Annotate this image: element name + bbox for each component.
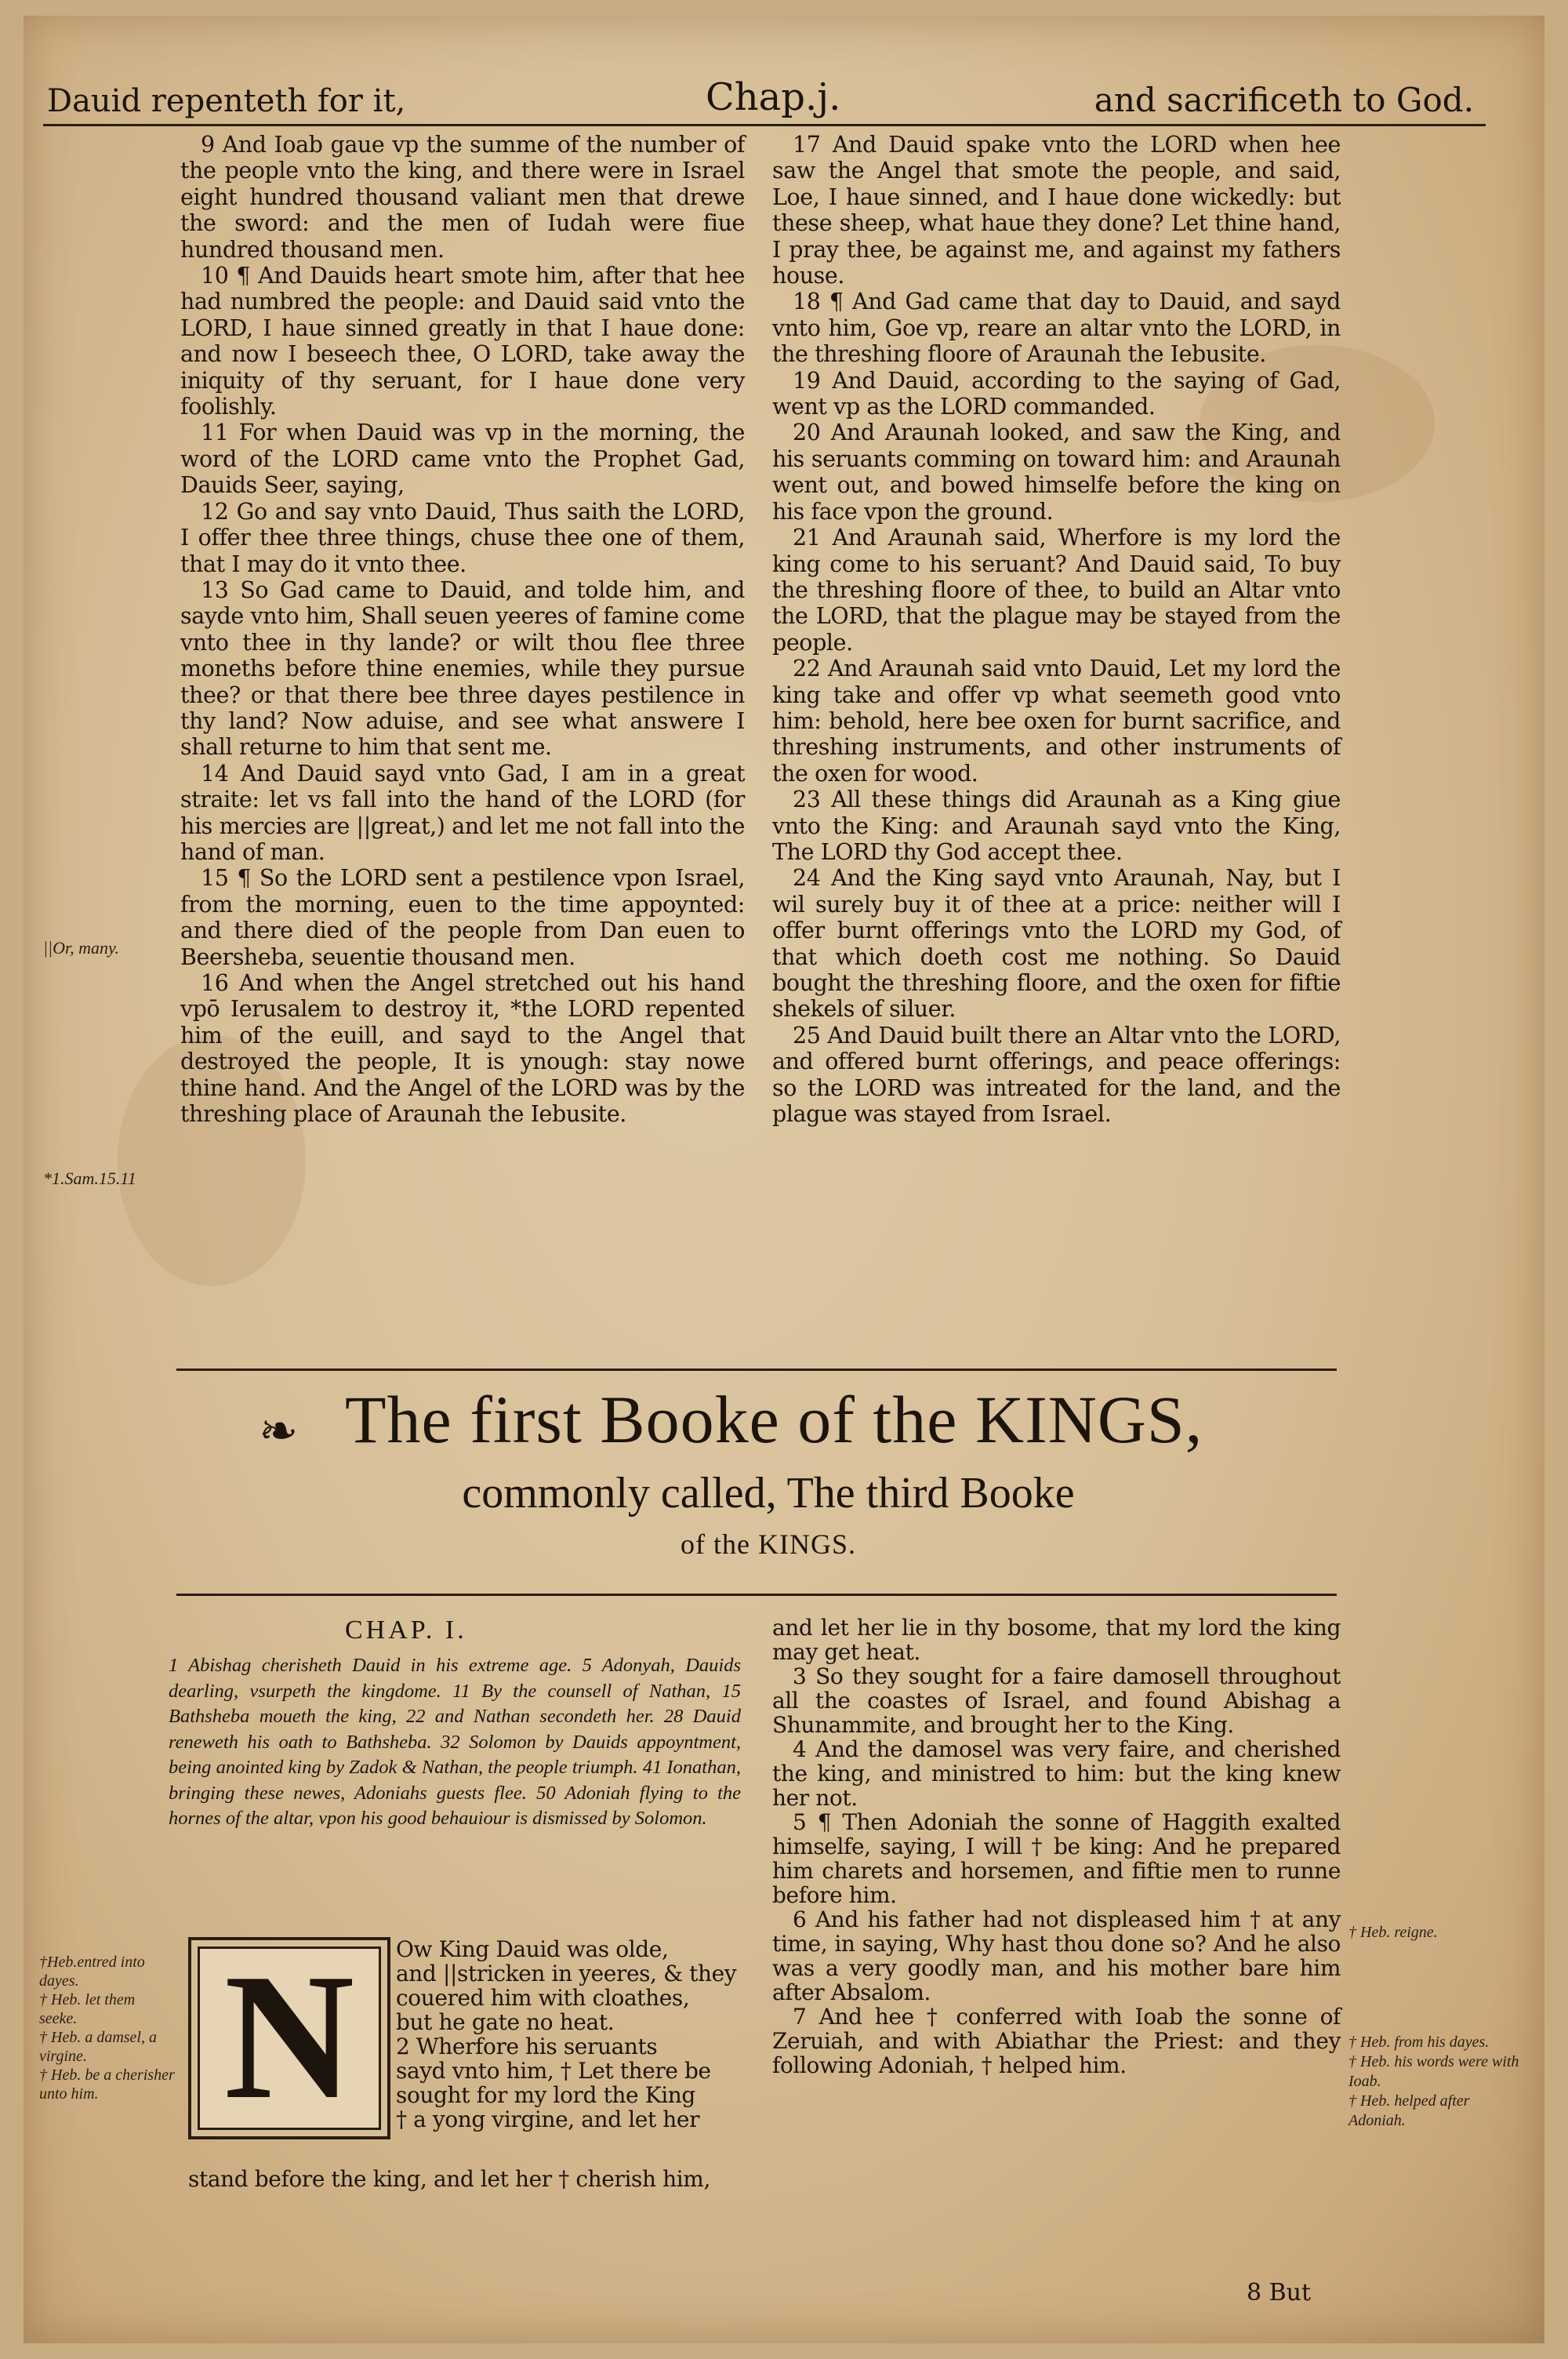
verse: 18 ¶ And Gad came that day to Dauid, and sayd vnto him, Goe vp, reare an altar vnto the LORD, in the threshing floore of Araunah the Iebusite. xyxy=(772,289,1341,368)
text-line: † a yong virgine, and let her xyxy=(396,2106,700,2132)
margin-note: † Heb. a damsel, a virgine. xyxy=(39,2029,157,2065)
verse: 22 And Araunah said vnto Dauid, Let my lord the king take and offer vp what seemeth good vnto him: behold, here bee oxen for burnt sacrifice, and threshing instruments, and other instruments of the oxen for wood. xyxy=(772,656,1341,787)
header-right: and sacrificeth to God. xyxy=(1094,81,1474,119)
drop-cap-letter: N xyxy=(223,1936,355,2136)
verse: 14 And Dauid sayd vnto Gad, I am in a great straite: let vs fall into the hand of the LORD (for his mercies are ||great,) and let me not fall into the hand of man. xyxy=(180,760,745,865)
book-title: The first Booke of the KINGS, xyxy=(345,1382,1203,1457)
verse: 6 And his father had not displeased him † at any time, in saying, Why hast thou done so? And he also was a very goodly man, and his mother bare him after Absalom. xyxy=(772,1906,1341,2005)
verse: 11 For when Dauid was vp in the morning, the word of the LORD came vnto the Prophet Gad, Dauids Seer, saying, xyxy=(180,420,745,499)
margin-note: † Heb. let them seeke. xyxy=(39,1991,136,2027)
section-rule xyxy=(176,1369,1337,1371)
drop-cap xyxy=(188,1937,390,2139)
margin-note: *1.Sam.15.11 xyxy=(43,1169,136,1188)
margin-notes-left xyxy=(39,1953,176,2103)
verse: 23 All these things did Araunah as a King giue vnto the King: and Araunah sayd vnto the King, The LORD thy God accept thee. xyxy=(772,787,1341,865)
verse: 25 And Dauid built there an Altar vnto the LORD, and offered burnt offerings, and peace offerings: so the LORD was intreated for the land, and the plague was stayed from Israel. xyxy=(772,1022,1341,1128)
chapter-summary: 1 Abishag cherisheth Dauid in his extreme age. 5 Adonyah, Dauids dearling, vsurpeth the kingdome. 11 By the counsell of Nathan, 15 Bathsheba moueth the king, 22 and Nathan secondeth her. 28 Dauid reneweth his oath to Bathsheba. 32 Solomon by Dauids appoyntment, being anointed king by Zadok & Nathan, the people triumph. 41 Ionathan, bringing these newes, Adoniahs guests flee. 50 Adoniah flying to the hornes of the altar, vpon his good behauiour is dismissed by Solomon. xyxy=(169,1655,741,1829)
text-line: and ||stricken in yeeres, & they xyxy=(396,1961,737,1986)
text-line: 2 Wherfore his seruants xyxy=(396,2034,658,2059)
verse: 21 And Araunah said, Wherfore is my lord the king come to his seruant? And Dauid said, To buy the threshing floore of thee, to build an Altar vnto the LORD, that the plague may be stayed from the people. xyxy=(772,525,1341,656)
text-line: sought for my lord the King xyxy=(396,2082,695,2108)
verse: 19 And Dauid, according to the saying of Gad, went vp as the LORD commanded. xyxy=(772,367,1341,420)
book-subtitle: commonly called, The third Booke xyxy=(462,1469,1075,1518)
top-left-column xyxy=(180,132,745,1127)
header-rule xyxy=(43,124,1486,126)
verse: 3 So they sought for a faire damosell throughout all the coastes of Israel, and found Abishag a Shunammite, and brought her to the King. xyxy=(772,1663,1341,1738)
verse: 9 And Ioab gaue vp the summe of the number of the people vnto the king, and there were in Israel eight hundred thousand valiant men that drewe the sword: and the men of Iudah were fiue hundred thousand men. xyxy=(180,132,745,263)
verse: 13 So Gad came to Dauid, and tolde him, and sayde vnto him, Shall seuen yeeres of famine come vnto thee in thy lande? or wilt thou flee three moneths before thine enemies, while they pursue thee? or that there bee three dayes pestilence in thy land? Now aduise, and see what answere I shall returne to him that sent me. xyxy=(180,576,745,761)
chapter-opening xyxy=(396,1937,741,2132)
header-left: Dauid repenteth for it, xyxy=(47,83,406,119)
text-line: Ow King Dauid was olde, xyxy=(396,1936,669,1962)
verse: 16 And when the Angel stretched out his hand vpō Ierusalem to destroy it, *the LORD repented him of the euill, and sayd to the Angel that destroyed the people, It is ynough: stay nowe thine hand. And the Angel of the LORD was by the threshing place of Araunah the Iebusite. xyxy=(180,970,745,1128)
verse: and let her lie in thy bosome, that my lord the king may get heat. xyxy=(772,1615,1341,1665)
verse: 5 ¶ Then Adoniah the sonne of Haggith exalted himselfe, saying, I will † be king: And he prepared him charets and horsemen, and fiftie men to runne before him. xyxy=(772,1809,1341,1908)
verse: 17 And Dauid spake vnto the LORD when hee saw the Angel that smote the people, and said, Loe, I haue sinned, and I haue done wickedly: but these sheep, what haue they done? Let thine hand, I pray thee, be against me, and against my fathers house. xyxy=(772,132,1341,289)
verse: 7 And hee † conferred with Ioab the sonne of Zeruiah, and with Abiathar the Priest: and they following Adoniah, † helped him. xyxy=(772,2004,1341,2078)
margin-note: ||Or, many. xyxy=(43,938,120,958)
fleuron-ornament: ❧ xyxy=(259,1404,299,1459)
title-rule xyxy=(176,1594,1337,1596)
verse: 24 And the King sayd vnto Araunah, Nay, but I wil surely buy it of thee at a price: neither will I offer burnt offerings vnto the LORD my God, of that which doeth cost me nothing. So Dauid bought the threshing floore, and the oxen for fiftie shekels of siluer. xyxy=(772,865,1341,1023)
text-line: but he gate no heat. xyxy=(396,2009,615,2035)
margin-notes-right xyxy=(1348,2033,1529,2131)
text-line: stand before the king, and let her † cherish him, xyxy=(188,2166,710,2192)
verse: 4 And the damosel was very faire, and cherished the king, and ministred to him: but the king knew her not. xyxy=(772,1736,1341,1811)
margin-note: † Heb. from his dayes. xyxy=(1348,2034,1490,2051)
header-chapter: Chap.j. xyxy=(706,75,841,119)
chapter-opening-tail xyxy=(188,2166,753,2192)
chapter-heading: CHAP. I. xyxy=(345,1616,467,1645)
verse: 10 ¶ And Dauids heart smote him, after that hee had numbred the people: and Dauid said vnto the LORD, I haue sinned greatly in that I haue done: and now I beseech thee, O LORD, take away the iniquity of thy seruant, for I haue done very foolishly. xyxy=(180,263,745,420)
verse: 15 ¶ So the LORD sent a pestilence vpon Israel, from the morning, euen to the time appoynted: and there died of the people from Dan euen to Beersheba, seuentie thousand men. xyxy=(180,865,745,970)
text-line: sayd vnto him, † Let there be xyxy=(396,2058,711,2084)
text-line: couered him with cloathes, xyxy=(396,1985,690,2011)
margin-note: †Heb.entred into dayes. xyxy=(39,1954,145,1990)
margin-note: † Heb. be a cherisher unto him. xyxy=(39,2066,175,2103)
margin-note: † Heb. his words were with Ioab. xyxy=(1348,2053,1519,2090)
running-header xyxy=(47,69,1474,124)
book-subtitle-2: of the KINGS. xyxy=(681,1528,856,1560)
verse: 12 Go and say vnto Dauid, Thus saith the LORD, I offer thee three things, chuse thee one of them, that I may do it vnto thee. xyxy=(180,498,745,577)
verse: 20 And Araunah looked, and saw the King, and his seruants comming on toward him: and Araunah went out, and bowed himselfe before the king on his face vpon the ground. xyxy=(772,420,1341,525)
margin-note: † Heb. reigne. xyxy=(1348,1924,1438,1941)
catchword: 8 But xyxy=(1247,2279,1312,2306)
bottom-right-column xyxy=(772,1616,1341,2077)
margin-note: † Heb. helped after Adoniah. xyxy=(1348,2092,1470,2129)
top-right-column xyxy=(772,132,1341,1127)
